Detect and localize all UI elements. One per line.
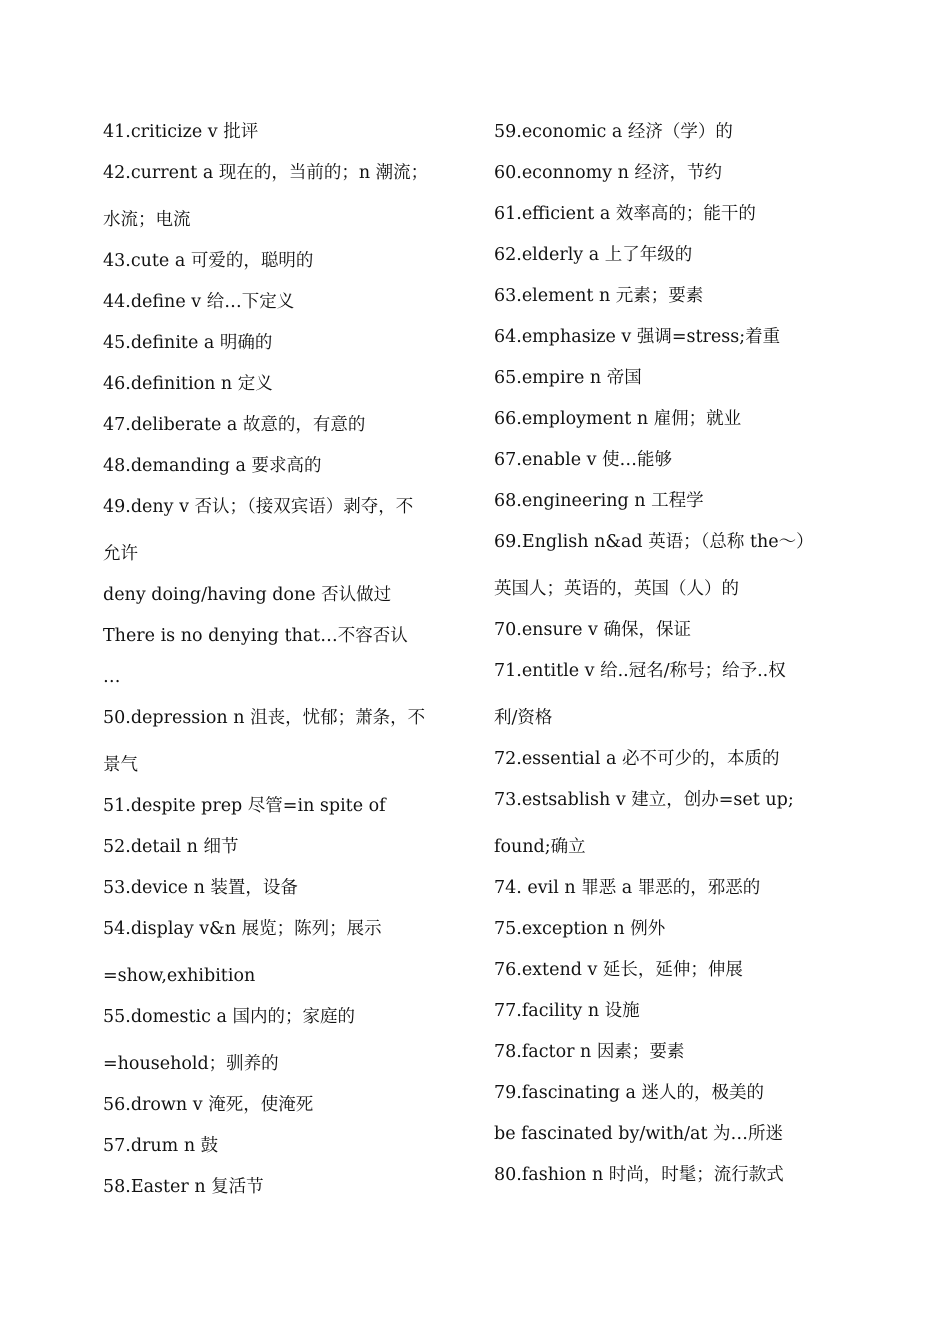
usage-example: deny doing/having done 否认做过 bbox=[103, 585, 392, 605]
vocab-entry: 41.criticize v 批评 bbox=[103, 122, 259, 142]
vocab-entry: 74. evil n 罪恶 a 罪恶的，邪恶的 bbox=[494, 878, 761, 898]
vocab-entry: 49.deny v 否认；（接双宾语）剥夺，不 bbox=[103, 497, 414, 517]
vocab-entry-continued: 水流；电流 bbox=[103, 210, 191, 230]
vocab-entry: 78.factor n 因素；要素 bbox=[494, 1042, 685, 1062]
vocab-entry: 75.exception n 例外 bbox=[494, 919, 666, 939]
usage-example: be fascinated by/with/at 为…所迷 bbox=[494, 1124, 784, 1144]
vocab-entry: 73.estsablish v 建立，创办=set up; bbox=[494, 790, 794, 810]
vocab-entry: 79.fascinating a 迷人的，极美的 bbox=[494, 1083, 764, 1103]
vocab-entry-continued: 景气 bbox=[103, 755, 138, 775]
vocab-entry: 60.econnomy n 经济，节约 bbox=[494, 163, 722, 183]
left-column bbox=[103, 112, 463, 1208]
vocab-entry: 42.current a 现在的，当前的；n 潮流； bbox=[103, 163, 429, 183]
vocab-entry: 50.depression n 沮丧，忧郁；萧条，不 bbox=[103, 708, 426, 728]
vocab-entry: 43.cute a 可爱的，聪明的 bbox=[103, 251, 314, 271]
vocab-entry-continued: =show,exhibition bbox=[103, 966, 256, 986]
vocab-entry: 64.emphasize v 强调=stress;着重 bbox=[494, 327, 781, 347]
vocab-entry: 67.enable v 使…能够 bbox=[494, 450, 673, 470]
vocab-entry: 45.definite a 明确的 bbox=[103, 333, 273, 353]
vocab-entry: 76.extend v 延长，延伸；伸展 bbox=[494, 960, 743, 980]
vocab-entry: 58.Easter n 复活节 bbox=[103, 1177, 264, 1197]
vocab-entry-continued: 利/资格 bbox=[494, 708, 553, 728]
vocab-entry: 66.employment n 雇佣；就业 bbox=[494, 409, 742, 429]
vocab-entry: 70.ensure v 确保，保证 bbox=[494, 620, 691, 640]
vocab-entry: 57.drum n 鼓 bbox=[103, 1136, 219, 1156]
vocab-entry-continued: … bbox=[103, 667, 121, 687]
vocab-entry: 80.fashion n 时尚，时髦；流行款式 bbox=[494, 1165, 784, 1185]
vocab-entry-continued: 英国人；英语的，英国（人）的 bbox=[494, 579, 739, 599]
vocab-entry-continued: 允许 bbox=[103, 544, 138, 564]
vocab-entry: 59.economic a 经济（学）的 bbox=[494, 122, 733, 142]
vocab-entry: 55.domestic a 国内的；家庭的 bbox=[103, 1007, 355, 1027]
right-column bbox=[494, 112, 854, 1196]
vocab-entry: 72.essential a 必不可少的，本质的 bbox=[494, 749, 780, 769]
vocab-entry: 47.deliberate a 故意的，有意的 bbox=[103, 415, 366, 435]
vocab-entry: 63.element n 元素；要素 bbox=[494, 286, 704, 306]
vocab-entry: 54.display v&n 展览；陈列；展示 bbox=[103, 919, 382, 939]
vocab-entry: 61.efficient a 效率高的；能干的 bbox=[494, 204, 756, 224]
vocab-entry: 46.definition n 定义 bbox=[103, 374, 273, 394]
vocab-entry: 69.English n&ad 英语；（总称 the～） bbox=[494, 532, 814, 552]
vocab-entry: 65.empire n 帝国 bbox=[494, 368, 642, 388]
vocab-entry: 53.device n 装置，设备 bbox=[103, 878, 298, 898]
vocab-entry-continued: =household；驯养的 bbox=[103, 1054, 279, 1074]
vocab-entry: 62.elderly a 上了年级的 bbox=[494, 245, 693, 265]
vocab-entry: 77.facility n 设施 bbox=[494, 1001, 640, 1021]
vocab-entry: 56.drown v 淹死，使淹死 bbox=[103, 1095, 314, 1115]
vocab-entry-continued: found;确立 bbox=[494, 837, 586, 857]
usage-example: There is no denying that…不容否认 bbox=[103, 626, 408, 646]
vocab-entry: 51.despite prep 尽管=in spite of bbox=[103, 796, 386, 816]
vocab-entry: 68.engineering n 工程学 bbox=[494, 491, 704, 511]
vocab-entry: 48.demanding a 要求高的 bbox=[103, 456, 322, 476]
vocab-entry: 71.entitle v 给..冠名/称号；给予..权 bbox=[494, 661, 786, 681]
vocab-entry: 44.define v 给…下定义 bbox=[103, 292, 295, 312]
vocab-entry: 52.detail n 细节 bbox=[103, 837, 239, 857]
